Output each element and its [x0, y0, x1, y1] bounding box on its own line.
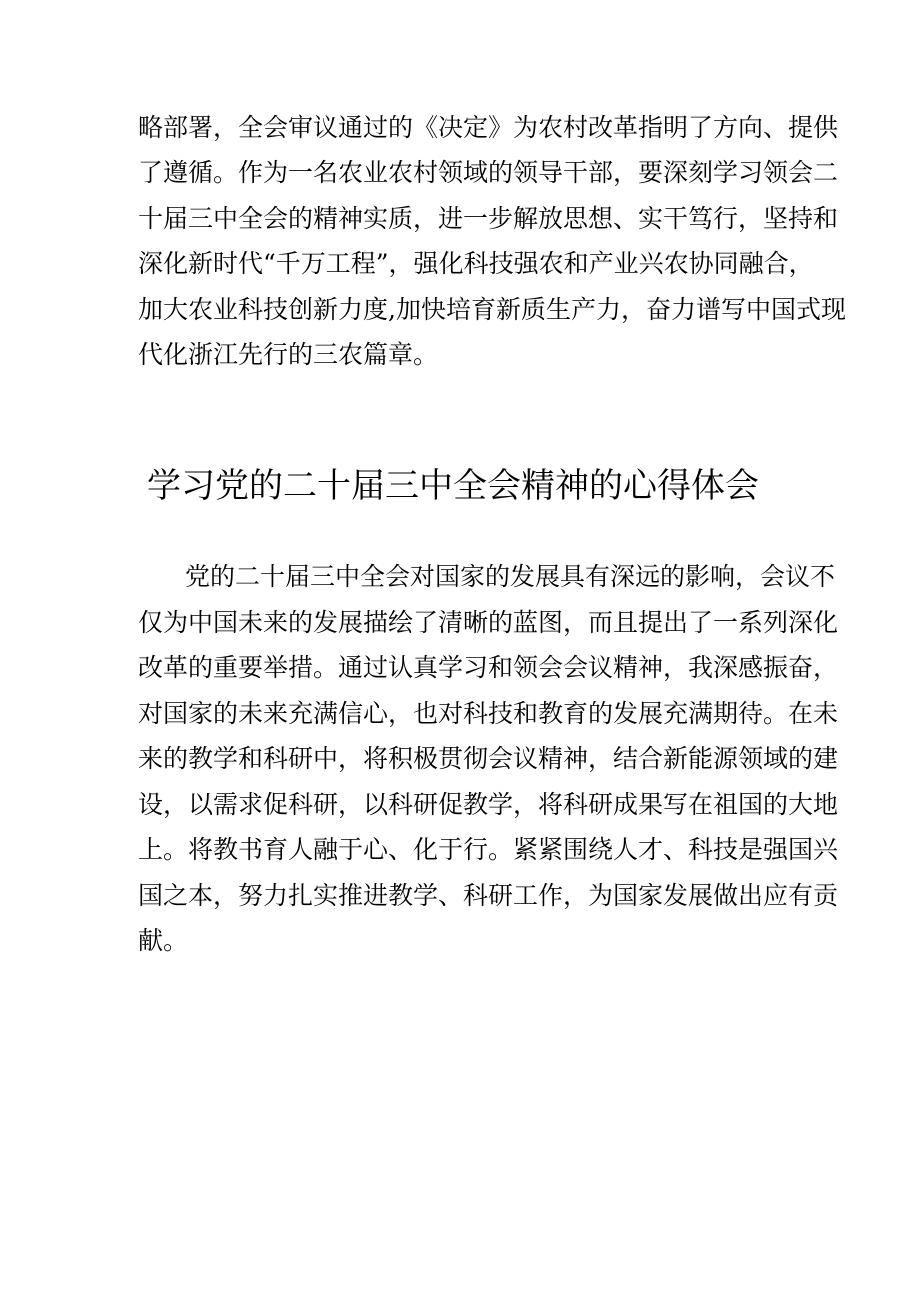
text-line: 党的二十届三中全会对国家的发展具有深远的影响，会议不 — [185, 562, 836, 591]
text-line: 加大农业科技创新力度,加快培育新质生产力，奋力谱写中国式现 — [138, 295, 846, 324]
text-line: 仅为中国未来的发展描绘了清晰的蓝图，而且提出了一系列深化 — [138, 608, 839, 637]
text-line: 来的教学和科研中，将积极贯彻会议精神，结合新能源领域的建 — [138, 744, 839, 773]
text-line: 代化浙江先行的三农篇章。 — [138, 340, 439, 369]
text-line: 献。 — [138, 926, 189, 955]
text-line: 设，以需求促科研，以科研促教学，将科研成果写在祖国的大地 — [138, 790, 839, 819]
text-line: 略部署，全会审议通过的《决定》为农村改革指明了方向、提供 — [138, 113, 839, 142]
text-line: 改革的重要举措。通过认真学习和领会会议精神，我深感振奋， — [138, 653, 839, 682]
text-line: 了遵循。作为一名农业农村领域的领导干部，要深刻学习领会二 — [138, 158, 839, 187]
text-line: 深化新时代“千万工程”，强化科技强农和产业兴农协同融合， — [138, 249, 814, 278]
text-line: 国之本，努力扎实推进教学、科研工作，为国家发展做出应有贡 — [138, 881, 839, 910]
article-heading: 学习党的二十届三中全会精神的心得体会 — [147, 466, 759, 506]
text-line: 十届三中全会的精神实质，进一步解放思想、实干笃行，坚持和 — [138, 204, 839, 233]
text-line: 上。将教书育人融于心、化于行。紧紧围绕人才、科技是强国兴 — [138, 835, 839, 864]
text-line: 对国家的未来充满信心，也对科技和教育的发展充满期待。在未 — [138, 699, 839, 728]
